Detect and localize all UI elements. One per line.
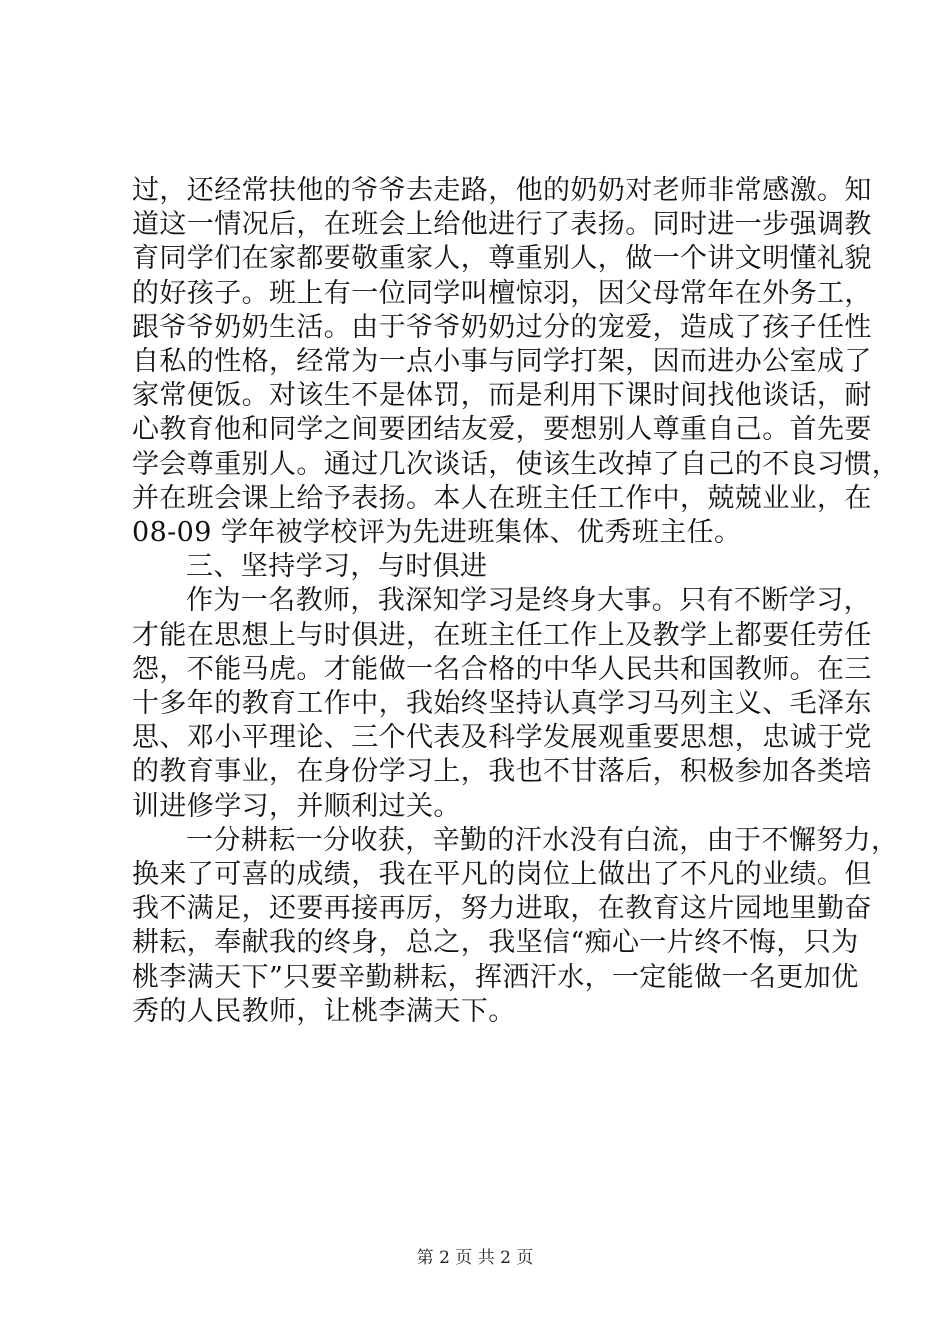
text-line-content: 我不满足，还要再接再厉，努力进取，在教育这片园地里勤奋 xyxy=(132,893,872,925)
text-line xyxy=(132,961,859,995)
text-line xyxy=(132,892,872,926)
page-footer: 第 2 页 共 2 页 xyxy=(416,1248,534,1268)
text-line xyxy=(132,413,872,447)
text-line xyxy=(132,174,872,208)
paragraph-p3 xyxy=(132,824,899,1029)
text-line xyxy=(132,926,859,960)
text-line xyxy=(132,277,872,311)
text-line-content: 训进修学习，并顺利过关。 xyxy=(132,790,461,822)
text-line-content: 家常便饭。对该生不是体罚，而是利用下课时间找他谈话，耐 xyxy=(132,380,872,412)
text-line-content: 桃李满天下”只要辛勤耕耘，挥洒汗水，一定能做一名更加优 xyxy=(132,961,859,993)
text-line xyxy=(132,379,872,413)
text-line-content: 十多年的教育工作中，我始终坚持认真学习马列主义、毛泽东 xyxy=(132,688,872,720)
text-line xyxy=(132,619,872,653)
text-line-content: 自私的性格，经常为一点小事与同学打架，因而进办公室成了 xyxy=(132,346,872,378)
text-line-content: 的教育事业，在身份学习上，我也不甘落后，积极参加各类培 xyxy=(132,756,872,788)
text-line xyxy=(132,345,872,379)
text-line xyxy=(132,995,832,1029)
text-line xyxy=(132,824,899,858)
text-line xyxy=(132,653,872,687)
text-line-content: 08-09 学年被学校评为先进班集体、优秀班主任。 xyxy=(132,517,742,549)
text-line xyxy=(132,584,871,618)
text-line xyxy=(132,687,872,721)
text-line-content: 跟爷爷奶奶生活。由于爷爷奶奶过分的宠爱，造成了孩子任性 xyxy=(132,311,872,343)
text-line-content: 心教育他和同学之间要团结友爱，要想别人尊重自己。首先要 xyxy=(132,414,872,446)
text-line-content: 耕耘，奉献我的终身，总之，我坚信“痴心一片终不悔，只为 xyxy=(132,927,859,959)
text-line-content: 三、坚持学习，与时俱进 xyxy=(186,551,488,583)
text-line-content: 怨，不能马虎。才能做一名合格的中华人民共和国教师。在三 xyxy=(132,653,872,685)
text-line-content: 才能在思想上与时俱进，在班主任工作上及教学上都要任劳任 xyxy=(132,619,872,651)
text-line xyxy=(132,516,832,550)
text-line-content: 并在班会课上给予表扬。本人在班主任工作中，兢兢业业，在 xyxy=(132,482,872,514)
text-line xyxy=(132,721,872,755)
text-line xyxy=(132,755,872,789)
document-body xyxy=(132,174,900,1029)
text-line xyxy=(132,858,872,892)
text-line xyxy=(132,208,872,242)
text-line-content: 作为一名教师，我深知学习是终身大事。只有不断学习， xyxy=(186,585,871,617)
text-line-content: 换来了可喜的成绩，我在平凡的岗位上做出了不凡的业绩。但 xyxy=(132,859,872,891)
text-line-content: 学会尊重别人。通过几次谈话，使该生改掉了自己的不良习惯， xyxy=(132,448,900,480)
text-line-content: 秀的人民教师，让桃李满天下。 xyxy=(132,995,516,1027)
text-line-content: 育同学们在家都要敬重家人，尊重别人，做一个讲文明懂礼貌 xyxy=(132,243,872,275)
text-line-content: 思、邓小平理论、三个代表及科学发展观重要思想，忠诚于党 xyxy=(132,722,872,754)
text-line-content: 的好孩子。班上有一位同学叫檀惊羽，因父母常年在外务工， xyxy=(132,277,872,309)
text-line xyxy=(132,448,900,482)
text-line xyxy=(132,790,832,824)
text-line xyxy=(132,482,872,516)
text-line xyxy=(132,242,872,276)
text-line-content: 过，还经常扶他的爷爷去走路，他的奶奶对老师非常感激。知 xyxy=(132,175,872,206)
text-line-content: 道这一情况后，在班会上给他进行了表扬。同时进一步强调教 xyxy=(132,209,872,241)
paragraph-heading3 xyxy=(132,550,832,584)
text-line-content: 一分耕耘一分收获，辛勤的汗水没有白流，由于不懈努力， xyxy=(186,824,899,856)
paragraph-p2 xyxy=(132,584,872,823)
paragraph-p1 xyxy=(132,174,900,550)
text-line xyxy=(132,550,832,584)
text-line xyxy=(132,311,872,345)
